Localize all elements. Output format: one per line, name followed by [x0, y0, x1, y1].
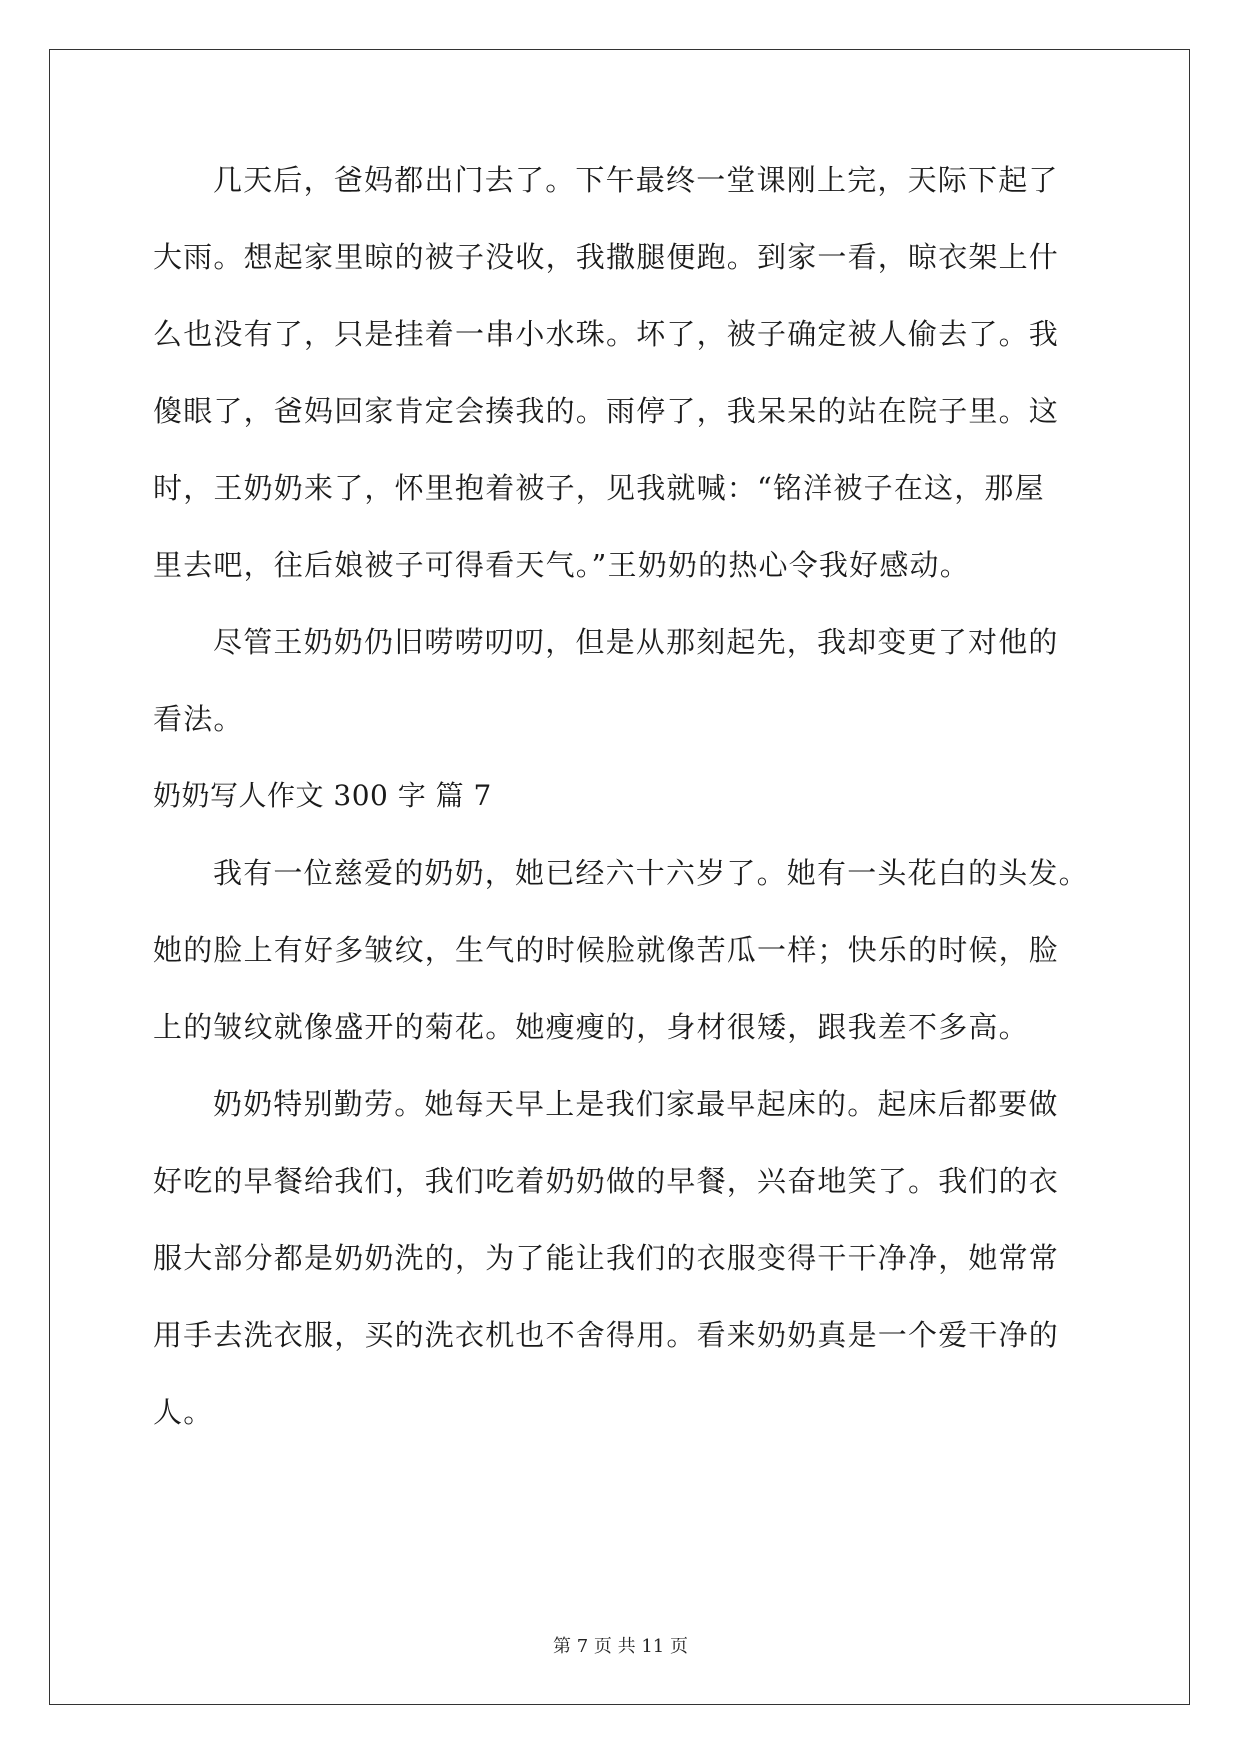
page-footer — [0, 1632, 1241, 1658]
paragraph-line: 奶奶特别勤劳。她每天早上是我们家最早起床的。起床后都要做 — [213, 1087, 1059, 1121]
paragraph-line: 尽管王奶奶仍旧唠唠叨叨，但是从那刻起先，我却变更了对他的 — [213, 625, 1059, 659]
paragraph-line: 里去吧，往后娘被子可得看天气。”王奶奶的热心令我好感动。 — [153, 548, 970, 582]
paragraph-line: 看法。 — [153, 702, 244, 736]
paragraph-line: 时，王奶奶来了，怀里抱着被子，见我就喊：“铭洋被子在这，那屋 — [153, 471, 1045, 505]
paragraph-line: 人。 — [153, 1395, 214, 1429]
document-body — [153, 152, 1093, 1461]
paragraph-line: 么也没有了，只是挂着一串小水珠。坏了，被子确定被人偷去了。我 — [153, 317, 1060, 351]
paragraph-line: 上的皱纹就像盛开的菊花。她瘦瘦的，身材很矮，跟我差不多高。 — [153, 1010, 1029, 1044]
paragraph-line: 几天后，爸妈都出门去了。下午最终一堂课刚上完，天际下起了 — [213, 163, 1059, 197]
section-heading: 奶奶写人作文 300 字 篇 7 — [153, 779, 492, 812]
paragraph-line: 傻眼了，爸妈回家肯定会揍我的。雨停了，我呆呆的站在院子里。这 — [153, 394, 1060, 428]
paragraph-line: 用手去洗衣服，买的洗衣机也不舍得用。看来奶奶真是一个爱干净的 — [153, 1318, 1060, 1352]
paragraph-line: 服大部分都是奶奶洗的，为了能让我们的衣服变得干干净净，她常常 — [153, 1241, 1060, 1275]
paragraph-line: 大雨。想起家里晾的被子没收，我撒腿便跑。到家一看，晾衣架上什 — [153, 240, 1060, 274]
paragraph-line: 我有一位慈爱的奶奶，她已经六十六岁了。她有一头花白的头发。 — [213, 856, 1089, 890]
paragraph-line: 好吃的早餐给我们，我们吃着奶奶做的早餐，兴奋地笑了。我们的衣 — [153, 1164, 1060, 1198]
paragraph-line: 她的脸上有好多皱纹，生气的时候脸就像苦瓜一样；快乐的时候，脸 — [153, 933, 1060, 967]
page-number-text: 第 7 页 共 11 页 — [553, 1636, 688, 1657]
